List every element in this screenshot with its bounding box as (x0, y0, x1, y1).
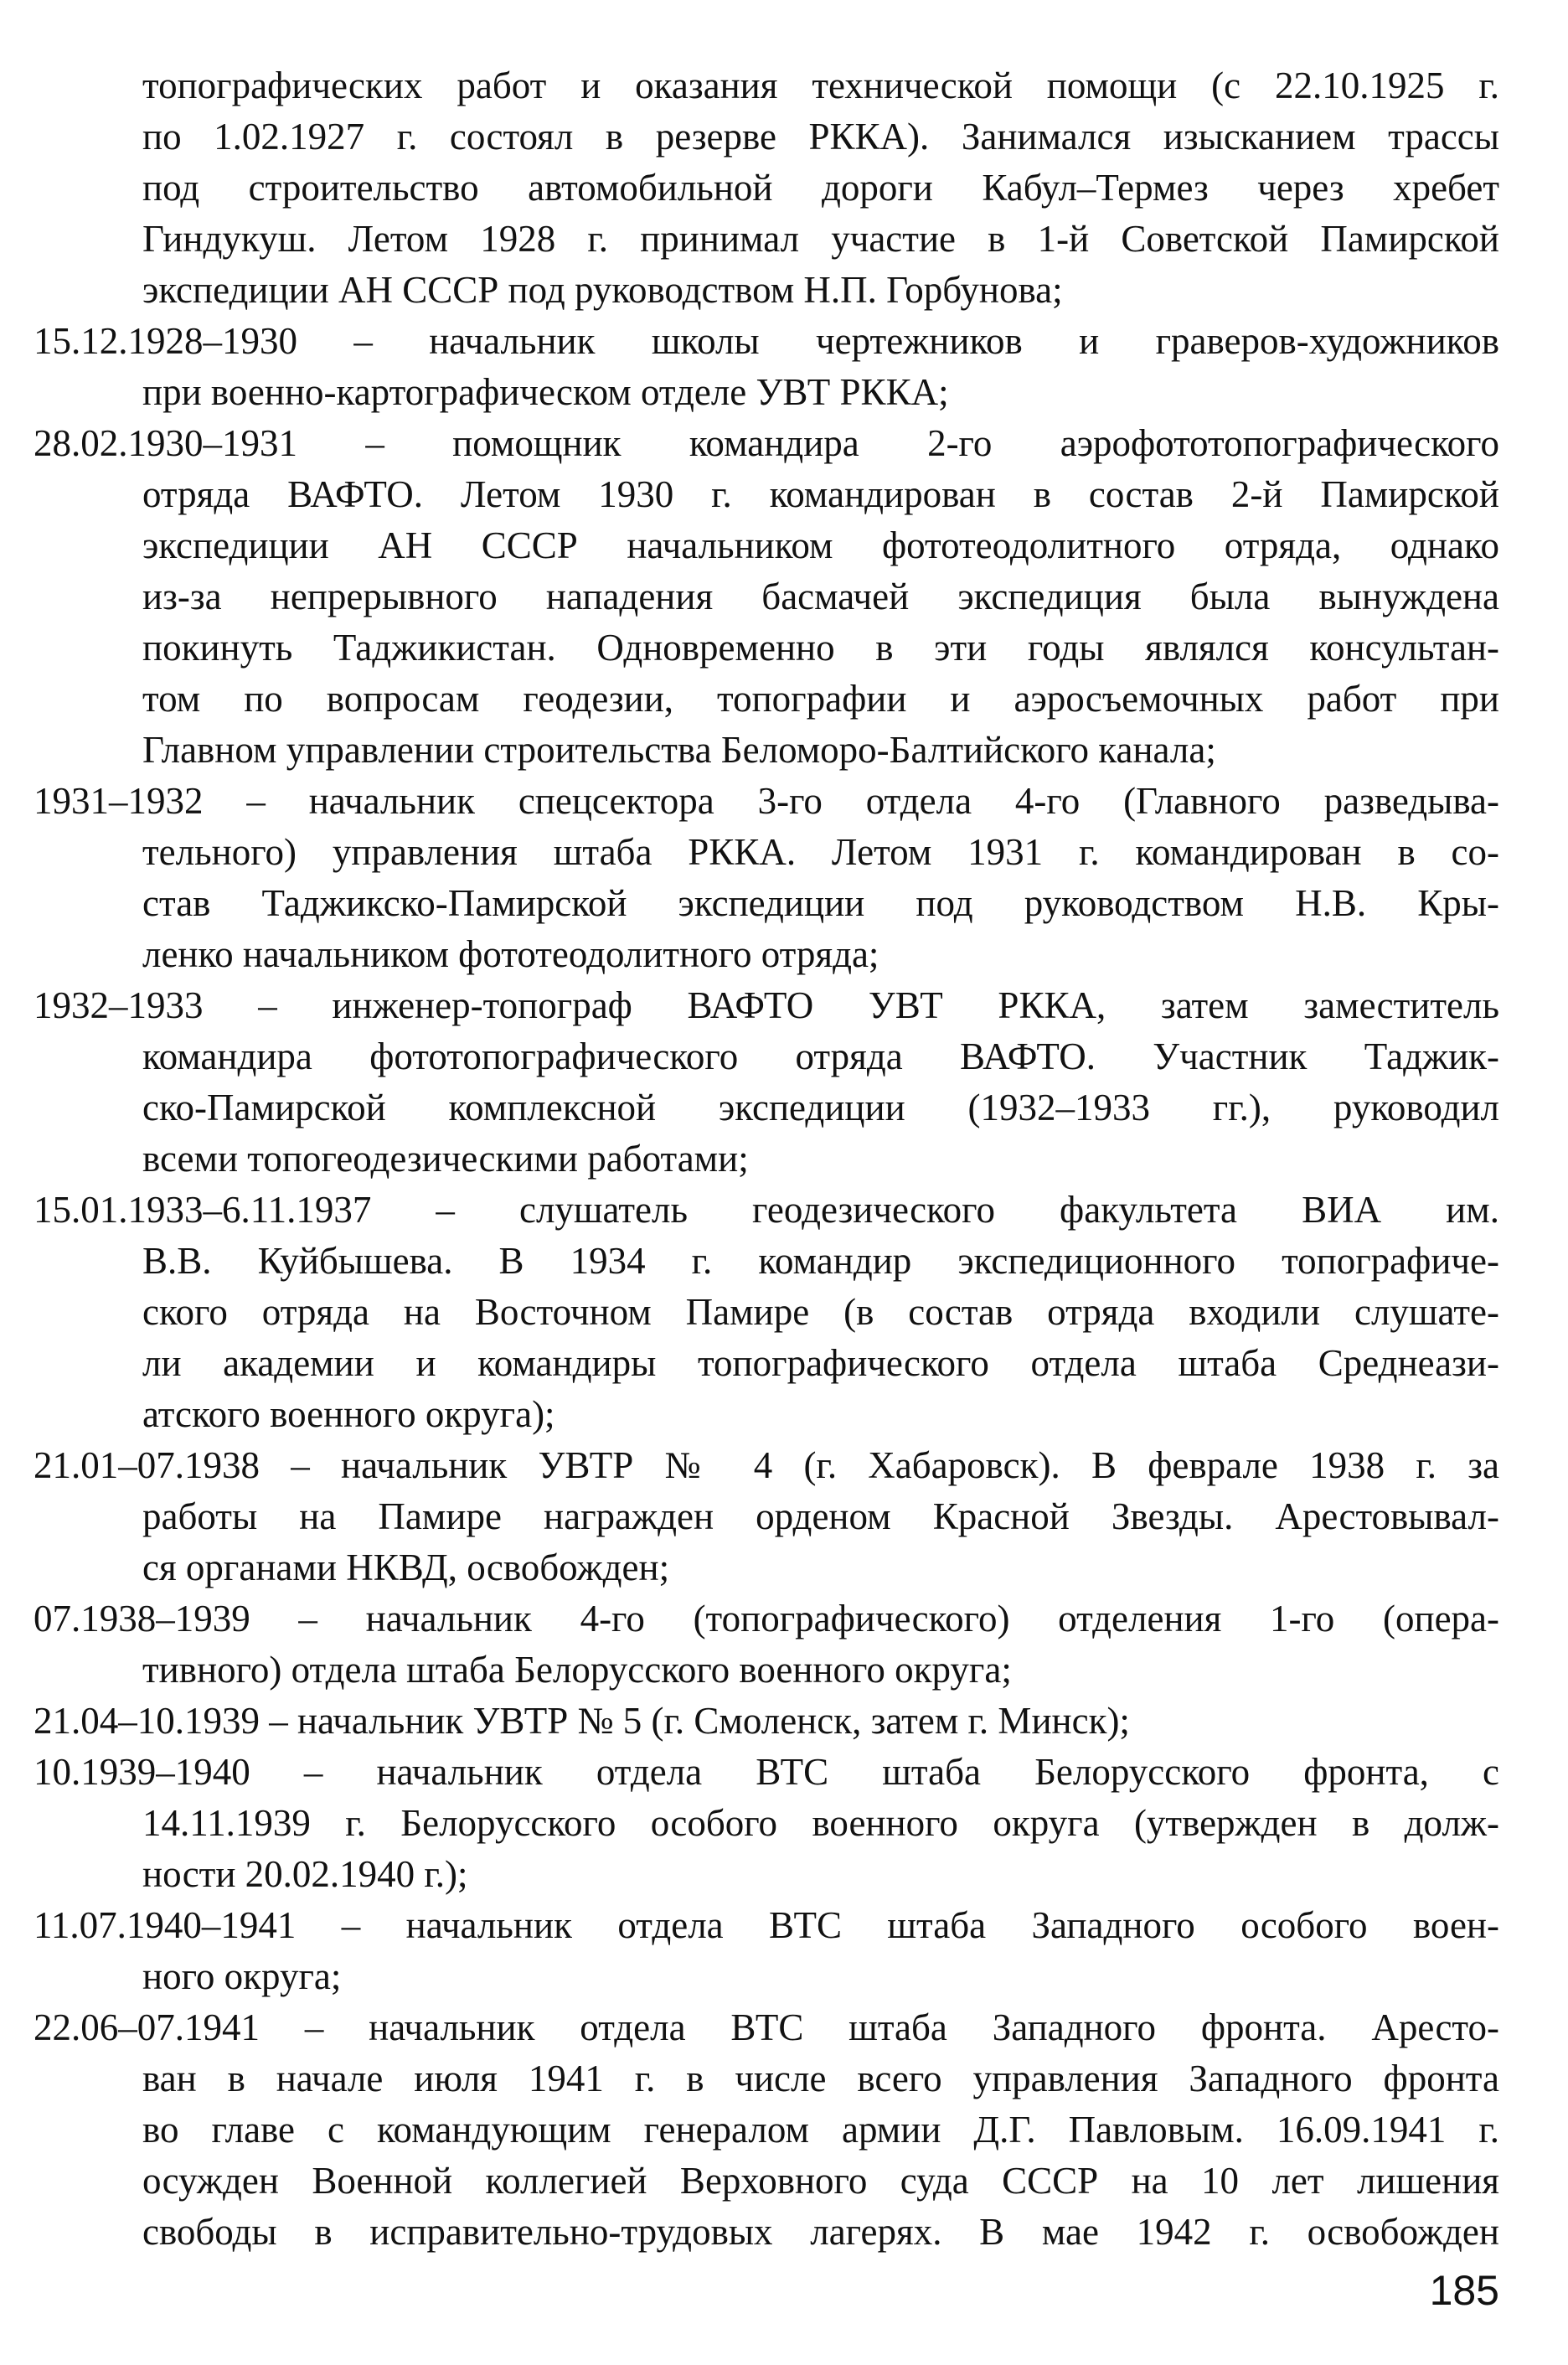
text-line: экспедиции АН СССР начальником фототеодолитного отряда, однако (142, 524, 1499, 566)
text-line: из-за непрерывного нападения басмачей экспедиция была вынуждена (142, 576, 1499, 617)
biography-entry (34, 60, 1499, 316)
text-line: экспедиции АН СССР под руководством Н.П. Горбунова; (142, 269, 1063, 311)
text-line: свободы в исправительно-трудовых лагерях. В мае 1942 г. освобожден (142, 2211, 1499, 2253)
text-line: во главе с командующим генералом армии Д.Г. Павловым. 16.09.1941 г. (142, 2109, 1499, 2151)
text-line: Гиндукуш. Летом 1928 г. принимал участие в 1-й Советской Памирской (142, 218, 1499, 260)
text-line: том по вопросам геодезии, топографии и аэросъемочных работ при (142, 678, 1499, 720)
text-line: тельного) управления штаба РККА. Летом 1931 г. командирован в со- (142, 831, 1499, 873)
text-line: ван в начале июля 1941 г. в числе всего управления Западного фронта (142, 2058, 1499, 2099)
biography-entry (34, 776, 1499, 980)
text-line: 10.1939–1940 – начальник отдела ВТС штаба Белорусского фронта, с (34, 1751, 1499, 1793)
text-line: атского военного округа); (142, 1393, 555, 1435)
page-body (34, 60, 1499, 2258)
text-line: ного округа; (142, 1955, 342, 1997)
text-line: по 1.02.1927 г. состоял в резерве РККА). Занимался изысканием трассы (142, 116, 1499, 157)
text-line: командира фототопографического отряда ВАФТО. Участник Таджик- (142, 1035, 1499, 1077)
text-line: ско-Памирской комплексной экспедиции (1932–1933 гг.), руководил (142, 1087, 1499, 1128)
text-line: 15.01.1933–6.11.1937 – слушатель геодезического факультета ВИА им. (34, 1189, 1499, 1231)
biography-entry (34, 1747, 1499, 1900)
text-line: ности 20.02.1940 г.); (142, 1853, 468, 1895)
text-line: топографических работ и оказания технической помощи (с 22.10.1925 г. (142, 65, 1499, 106)
biography-entry (34, 980, 1499, 1185)
text-line: 11.07.1940–1941 – начальник отдела ВТС штаба Западного особого воен- (34, 1904, 1499, 1946)
text-line: работы на Памире награжден орденом Красной Звезды. Арестовывал- (142, 1495, 1499, 1537)
text-line: 14.11.1939 г. Белорусского особого военного округа (утвержден в долж- (142, 1802, 1499, 1844)
text-line: осужден Военной коллегией Верховного суда СССР на 10 лет лишения (142, 2160, 1499, 2202)
text-line: ского отряда на Восточном Памире (в состав отряда входили слушате- (142, 1291, 1499, 1333)
text-line: став Таджикско-Памирской экспедиции под руководством Н.В. Кры- (142, 882, 1499, 924)
text-line: 1931–1932 – начальник спецсектора 3-го отдела 4-го (Главного разведыва- (34, 780, 1499, 822)
text-line: под строительство автомобильной дороги Кабул–Термез через хребет (142, 167, 1499, 209)
biography-entry (34, 1185, 1499, 1440)
text-line: 1932–1933 – инженер-топограф ВАФТО УВТ РККА, затем заместитель (34, 984, 1499, 1026)
text-line: 21.04–10.1939 – начальник УВТР № 5 (г. Смоленск, затем г. Минск); (34, 1700, 1130, 1742)
text-line: при военно-картографическом отделе УВТ РККА; (142, 371, 949, 413)
text-line: 22.06–07.1941 – начальник отдела ВТС штаба Западного фронта. Аресто- (34, 2006, 1499, 2048)
biography-entry (34, 1900, 1499, 2002)
biography-entry (34, 2002, 1499, 2258)
text-line: 15.12.1928–1930 – начальник школы чертежников и граверов-художников (34, 320, 1499, 362)
text-line: Главном управлении строительства Беломоро-Балтийского канала; (142, 729, 1216, 771)
biography-entry (34, 316, 1499, 418)
page-number: 185 (1429, 2267, 1499, 2314)
biography-entry (34, 418, 1499, 776)
text-line: ленко начальником фототеодолитного отряда; (142, 933, 879, 975)
text-line: 21.01–07.1938 – начальник УВТР № 4 (г. Хабаровск). В феврале 1938 г. за (34, 1444, 1499, 1486)
biography-entry (34, 1696, 1499, 1747)
text-line: ся органами НКВД, освобожден; (142, 1547, 670, 1588)
biography-entry (34, 1440, 1499, 1593)
text-line: покинуть Таджикистан. Одновременно в эти годы являлся консультан- (142, 627, 1499, 669)
text-line: всеми топогеодезическими работами; (142, 1138, 749, 1180)
text-line: 28.02.1930–1931 – помощник командира 2-го аэрофототопографического (34, 422, 1499, 464)
text-line: отряда ВАФТО. Летом 1930 г. командирован в состав 2-й Памирской (142, 473, 1499, 515)
text-line: тивного) отдела штаба Белорусского военного округа; (142, 1649, 1012, 1691)
text-line: 07.1938–1939 – начальник 4-го (топографического) отделения 1-го (опера- (34, 1598, 1499, 1639)
text-line: В.В. Куйбышева. В 1934 г. командир экспедиционного топографиче- (142, 1240, 1499, 1282)
biography-entry (34, 1593, 1499, 1696)
text-line: ли академии и командиры топографического отдела штаба Среднеази- (142, 1342, 1499, 1384)
